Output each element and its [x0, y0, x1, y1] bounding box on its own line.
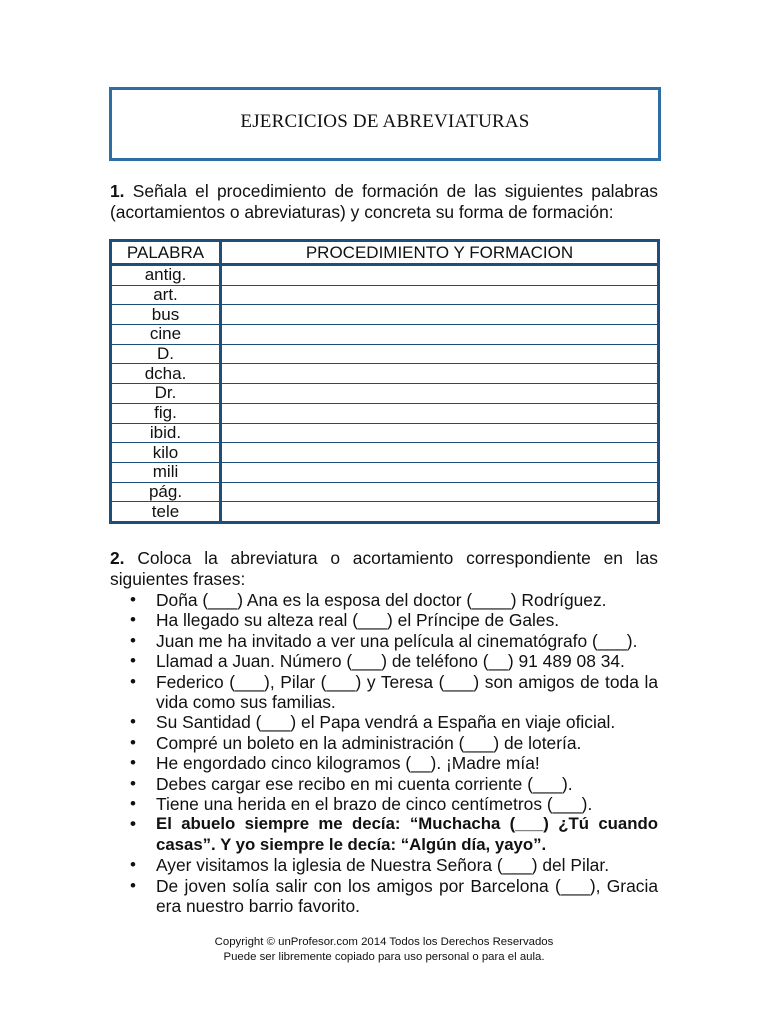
- word-cell: art.: [111, 285, 221, 305]
- table-row: [111, 364, 659, 384]
- bullet-icon: •: [130, 590, 136, 609]
- list-item: [130, 875, 658, 917]
- list-item: [130, 855, 658, 876]
- sentence-text: Ayer visitamos la iglesia de Nuestra Señora (___) del Pilar.: [156, 855, 610, 876]
- word-cell: ibid.: [111, 423, 221, 443]
- answer-cell[interactable]: [221, 305, 659, 325]
- footer-usage-note: Puede ser libremente copiado para uso personal o para el aula.: [223, 951, 545, 963]
- word-cell: antig.: [111, 265, 221, 286]
- word-cell: pág.: [111, 482, 221, 502]
- exercise-2-number: 2.: [110, 548, 125, 568]
- sentence-text: Tiene una herida en el brazo de cinco centímetros (___).: [156, 794, 593, 815]
- bullet-icon: •: [130, 712, 136, 732]
- answer-cell[interactable]: [221, 325, 659, 345]
- table-header-row: [111, 241, 659, 265]
- bullet-icon: •: [130, 671, 136, 691]
- sentence-text: Llamad a Juan. Número (___) de teléfono (__) 91 489 08 34.: [156, 651, 625, 672]
- answer-cell[interactable]: [221, 482, 659, 502]
- sentence-text: Ha llegado su alteza real (___) el Príncipe de Gales.: [156, 610, 560, 631]
- exercise-1-text: Señala el procedimiento de formación de las siguientes palabras (acortamientos o abreviaturas) y concreta su forma de formación:: [110, 181, 658, 222]
- list-item: [130, 671, 658, 713]
- word-cell: tele: [111, 502, 221, 523]
- column-header-procedimiento: PROCEDIMIENTO Y FORMACION: [221, 241, 659, 265]
- answer-cell[interactable]: [221, 443, 659, 463]
- table-row: [111, 285, 659, 305]
- title-box: [109, 87, 661, 161]
- bullet-icon: •: [130, 753, 136, 773]
- bullet-icon: •: [130, 773, 136, 793]
- page-title: EJERCICIOS DE ABREVIATURAS: [240, 111, 530, 132]
- bullet-icon: •: [130, 630, 136, 650]
- answer-cell[interactable]: [221, 285, 659, 305]
- bullet-icon: •: [130, 875, 136, 895]
- exercise-2-text: Coloca la abreviatura o acortamiento correspondiente en las siguientes frases:: [110, 548, 658, 589]
- column-header-palabra: PALABRA: [111, 241, 221, 265]
- sentence-text: He engordado cinco kilogramos (__). ¡Madre mía!: [156, 753, 540, 774]
- sentence-text: El abuelo siempre me decía: “Muchacha (___) ¿Tú cuando casas”. Y yo siempre le decía: “Algún día, yayo”.: [156, 814, 658, 854]
- list-item: [130, 610, 658, 631]
- list-item: [130, 630, 658, 651]
- list-item: [130, 814, 658, 855]
- sentence-text: Doña (___) Ana es la esposa del doctor (____) Rodríguez.: [156, 590, 607, 610]
- exercise-1-instructions: [110, 181, 658, 222]
- word-cell: dcha.: [111, 364, 221, 384]
- table-row: [111, 305, 659, 325]
- sentence-text: Federico (___), Pilar (___) y Teresa (___) son amigos de toda la vida como sus familias.: [156, 671, 658, 713]
- word-cell: fig.: [111, 403, 221, 423]
- table-row: [111, 482, 659, 502]
- answer-cell[interactable]: [221, 364, 659, 384]
- sentence-text: Juan me ha invitado a ver una película al cinematógrafo (___).: [156, 630, 638, 651]
- list-item: [130, 732, 658, 753]
- word-cell: cine: [111, 325, 221, 345]
- table-row: [111, 325, 659, 345]
- table-row: [111, 443, 659, 463]
- bullet-icon: •: [130, 794, 136, 814]
- table-row: [111, 384, 659, 404]
- table-row: [111, 462, 659, 482]
- answer-cell[interactable]: [221, 344, 659, 364]
- list-item: [130, 773, 658, 794]
- sentence-text: Debes cargar ese recibo en mi cuenta corriente (___).: [156, 773, 573, 794]
- answer-cell[interactable]: [221, 265, 659, 286]
- footer-copyright: Copyright © unProfesor.com 2014 Todos los Derechos Reservados: [214, 936, 554, 948]
- word-cell: D.: [111, 344, 221, 364]
- word-cell: Dr.: [111, 384, 221, 404]
- exercise-1-number: 1.: [110, 181, 125, 201]
- word-cell: mili: [111, 462, 221, 482]
- answer-cell[interactable]: [221, 403, 659, 423]
- table-row: [111, 265, 659, 286]
- sentence-text: Compré un boleto en la administración (___) de lotería.: [156, 732, 582, 753]
- sentence-text: Su Santidad (___) el Papa vendrá a España en viaje oficial.: [156, 712, 616, 733]
- answer-cell[interactable]: [221, 423, 659, 443]
- sentence-list: [110, 590, 658, 917]
- word-cell: bus: [111, 305, 221, 325]
- answer-cell[interactable]: [221, 462, 659, 482]
- abbreviation-table: [109, 239, 660, 524]
- list-item: [130, 753, 658, 774]
- list-item: [130, 794, 658, 815]
- sentence-text: De joven solía salir con los amigos por Barcelona (___), Gracia era nuestro barrio favorito.: [156, 875, 658, 917]
- bullet-icon: •: [130, 651, 136, 671]
- bullet-icon: •: [130, 610, 136, 630]
- bullet-icon: •: [130, 814, 136, 834]
- table-row: [111, 403, 659, 423]
- list-item: [130, 712, 658, 733]
- exercise-2-instructions: [110, 548, 658, 589]
- answer-cell[interactable]: [221, 384, 659, 404]
- table-row: [111, 344, 659, 364]
- bullet-icon: •: [130, 732, 136, 752]
- word-cell: kilo: [111, 443, 221, 463]
- bullet-icon: •: [130, 855, 136, 875]
- answer-cell[interactable]: [221, 502, 659, 523]
- list-item: [130, 651, 658, 672]
- table-row: [111, 502, 659, 523]
- list-item: [130, 590, 658, 610]
- table-row: [111, 423, 659, 443]
